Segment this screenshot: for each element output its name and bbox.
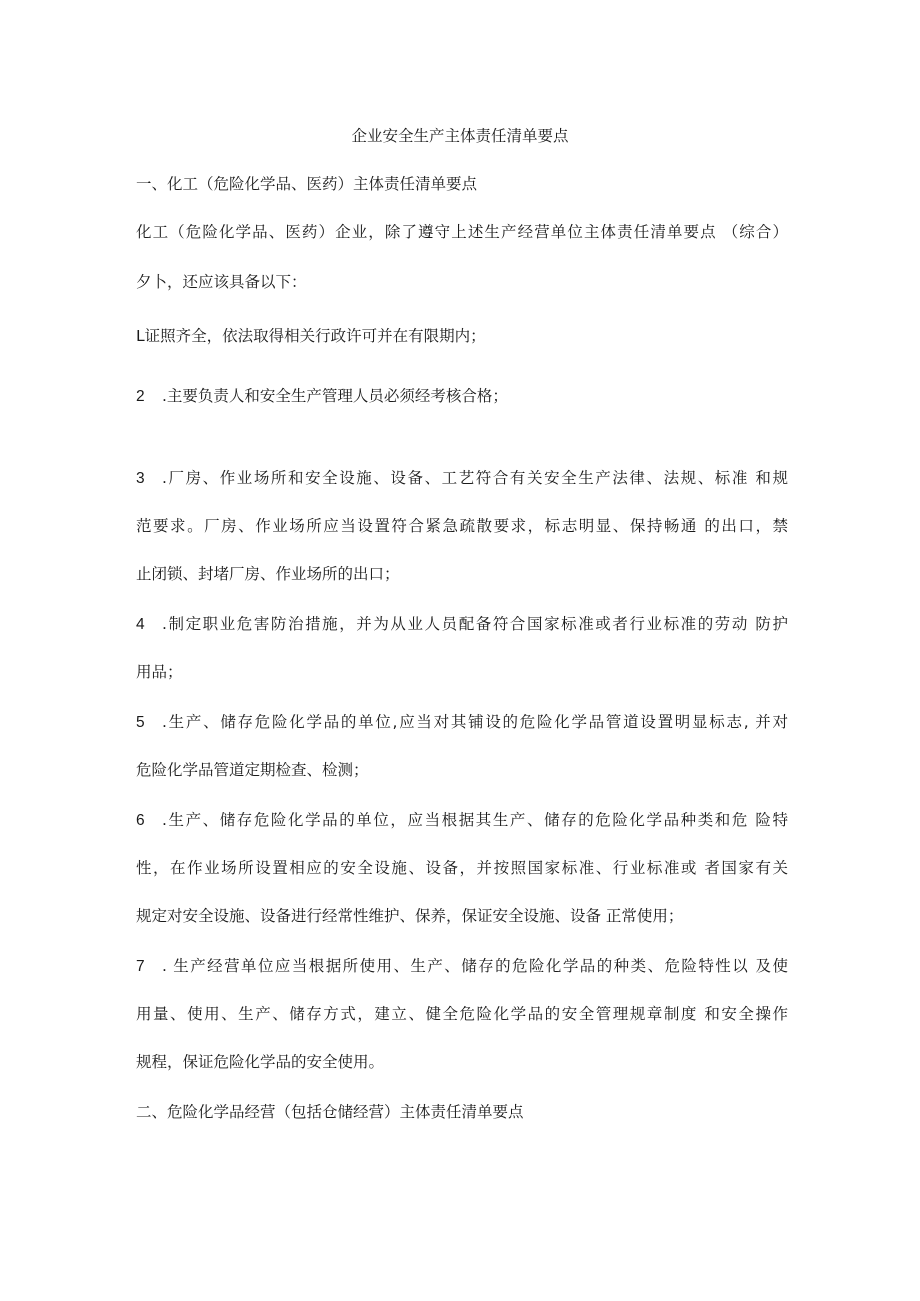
list-item-3-line-2: 范要求。厂房、作业场所应当设置符合紧急疏散要求，标志明显、保持畅通 的出口，禁 (136, 517, 788, 535)
list-item-number: 2 (136, 388, 145, 405)
list-item-text: . 生产经营单位应当根据所使用、生产、储存的危险化学品的种类、危险特性以 及使 (162, 957, 788, 975)
list-item-text: .生产、储存危险化学品的单位,应当对其铺设的危险化学品管道设置明显标志, 并对 (162, 713, 788, 731)
section-2-heading: 二、危险化学品经营（包括仓储经营）主体责任清单要点 (136, 1103, 524, 1121)
intro-line-1: 化工（危险化学品、医药）企业，除了遵守上述生产经营单位主体责任清单要点 （综合） (136, 223, 788, 241)
list-item-number: 4 (136, 616, 145, 633)
list-item-7-line-2: 用量、使用、生产、储存方式，建立、健全危险化学品的安全管理规章制度 和安全操作 (136, 1005, 788, 1023)
list-item-text: .制定职业危害防治措施，并为从业人员配备符合国家标准或者行业标准的劳动 防护 (162, 615, 788, 633)
list-item-2 (136, 386, 788, 407)
list-item-6-line-2: 性，在作业场所设置相应的安全设施、设备，并按照国家标准、行业标准或 者国家有关 (136, 859, 788, 877)
section-1-heading: 一、化工（危险化学品、医药）主体责任清单要点 (136, 175, 478, 193)
list-item-number: 6 (136, 812, 145, 829)
list-item-6 (136, 810, 788, 830)
list-item-6-line-3: 规定对安全设施、设备进行经常性维护、保养，保证安全设施、设备 正常使用； (136, 907, 684, 925)
list-item-number: 5 (136, 714, 145, 731)
list-item-7-line-3: 规程，保证危险化学品的安全使用。 (136, 1053, 385, 1071)
list-item-number: 3 (136, 470, 145, 487)
list-item-3 (136, 468, 788, 488)
list-item-number: 7 (136, 958, 145, 975)
intro-line-2: 夕卜，还应该具备以下： (136, 273, 307, 291)
list-item-5 (136, 712, 788, 732)
list-item-5-line-2: 危险化学品管道定期检查、检测； (136, 761, 369, 779)
list-item-text: L证照齐全，依法取得相关行政许可并在有限期内； (136, 327, 486, 345)
list-item-1 (136, 326, 788, 346)
list-item-4-line-2: 用品； (136, 663, 183, 681)
list-item-3-line-3: 止闭锁、封堵厂房、作业场所的出口； (136, 565, 400, 583)
list-item-text: .主要负责人和安全生产管理人员必须经考核合格； (162, 387, 508, 405)
list-item-text: .厂房、作业场所和安全设施、设备、工艺符合有关安全生产法律、法规、标准 和规 (162, 469, 788, 487)
document-title: 企业安全生产主体责任清单要点 (351, 127, 569, 145)
list-item-7 (136, 956, 788, 976)
list-item-text: .生产、储存危险化学品的单位，应当根据其生产、储存的危险化学品种类和危 险特 (162, 811, 788, 829)
list-item-4 (136, 614, 788, 634)
